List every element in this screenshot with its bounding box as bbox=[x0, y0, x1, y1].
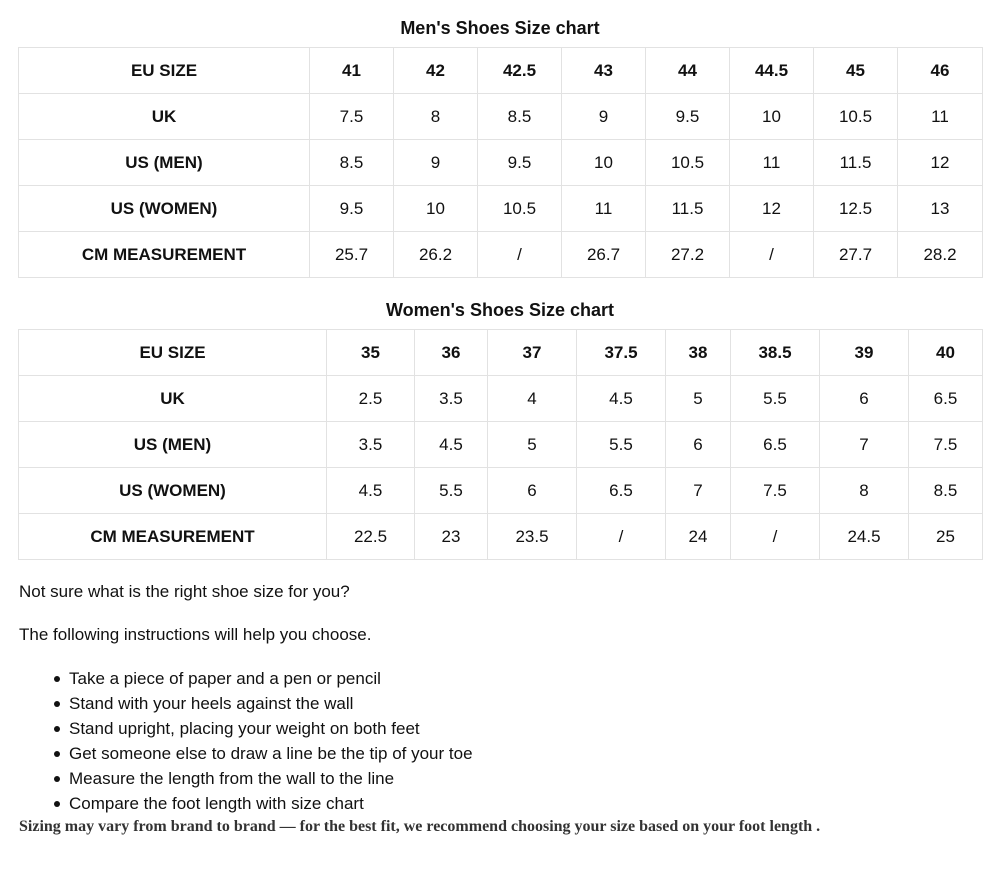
size-cell: 9.5 bbox=[646, 94, 730, 140]
size-row bbox=[19, 186, 983, 232]
women-size-table bbox=[18, 329, 983, 560]
size-row bbox=[19, 468, 983, 514]
size-cell: 24 bbox=[666, 514, 731, 560]
size-cell: 8.5 bbox=[310, 140, 394, 186]
size-cell: 28.2 bbox=[898, 232, 983, 278]
size-cell: 37 bbox=[488, 330, 577, 376]
size-cell: 23.5 bbox=[488, 514, 577, 560]
size-cell: 7.5 bbox=[909, 422, 983, 468]
row-label: US (MEN) bbox=[19, 140, 310, 186]
size-cell: 10.5 bbox=[478, 186, 562, 232]
size-cell: 44 bbox=[646, 48, 730, 94]
size-cell: 10.5 bbox=[646, 140, 730, 186]
size-row bbox=[19, 514, 983, 560]
size-cell: 13 bbox=[898, 186, 983, 232]
step-item: Compare the foot length with size chart bbox=[69, 791, 473, 816]
size-cell: 44.5 bbox=[730, 48, 814, 94]
size-cell: 35 bbox=[327, 330, 415, 376]
size-cell: / bbox=[577, 514, 666, 560]
size-cell: 6 bbox=[820, 376, 909, 422]
size-cell: 7 bbox=[820, 422, 909, 468]
size-cell: 8.5 bbox=[478, 94, 562, 140]
size-cell: 8 bbox=[820, 468, 909, 514]
size-cell: 37.5 bbox=[577, 330, 666, 376]
size-cell: 6.5 bbox=[909, 376, 983, 422]
row-label: US (WOMEN) bbox=[19, 468, 327, 514]
size-cell: 4 bbox=[488, 376, 577, 422]
size-cell: 26.2 bbox=[394, 232, 478, 278]
step-item: Stand with your heels against the wall bbox=[69, 691, 473, 716]
size-cell: 10.5 bbox=[814, 94, 898, 140]
instructions-intro: The following instructions will help you choose. bbox=[19, 625, 372, 644]
size-row bbox=[19, 376, 983, 422]
size-cell: 7 bbox=[666, 468, 731, 514]
size-cell: 4.5 bbox=[577, 376, 666, 422]
size-row bbox=[19, 140, 983, 186]
row-label: EU SIZE bbox=[19, 48, 310, 94]
size-cell: 11 bbox=[730, 140, 814, 186]
size-cell: 45 bbox=[814, 48, 898, 94]
men-size-table bbox=[18, 47, 983, 278]
size-cell: 8.5 bbox=[909, 468, 983, 514]
size-cell: 12 bbox=[730, 186, 814, 232]
row-label: US (MEN) bbox=[19, 422, 327, 468]
size-cell: 11.5 bbox=[646, 186, 730, 232]
size-cell: 12.5 bbox=[814, 186, 898, 232]
size-cell: 10 bbox=[730, 94, 814, 140]
row-label: UK bbox=[19, 94, 310, 140]
step-item: Get someone else to draw a line be the tip of your toe bbox=[69, 741, 473, 766]
size-cell: / bbox=[730, 232, 814, 278]
row-label: CM MEASUREMENT bbox=[19, 514, 327, 560]
size-cell: 11 bbox=[562, 186, 646, 232]
size-question: Not sure what is the right shoe size for you? bbox=[19, 582, 350, 601]
size-cell: 7.5 bbox=[731, 468, 820, 514]
row-label: CM MEASUREMENT bbox=[19, 232, 310, 278]
size-cell: 10 bbox=[562, 140, 646, 186]
size-cell: 2.5 bbox=[327, 376, 415, 422]
size-cell: 42 bbox=[394, 48, 478, 94]
size-cell: 24.5 bbox=[820, 514, 909, 560]
measurement-steps bbox=[19, 666, 473, 816]
women-chart-title: Women's Shoes Size chart bbox=[385, 300, 614, 320]
size-cell: 12 bbox=[898, 140, 983, 186]
size-cell: 38 bbox=[666, 330, 731, 376]
men-chart-title: Men's Shoes Size chart bbox=[400, 18, 600, 38]
size-cell: 7.5 bbox=[310, 94, 394, 140]
size-cell: 26.7 bbox=[562, 232, 646, 278]
size-row bbox=[19, 422, 983, 468]
step-item: Take a piece of paper and a pen or pencil bbox=[69, 666, 473, 691]
size-cell: 11.5 bbox=[814, 140, 898, 186]
size-row bbox=[19, 48, 983, 94]
size-cell: 4.5 bbox=[327, 468, 415, 514]
size-cell: 43 bbox=[562, 48, 646, 94]
size-cell: 23 bbox=[415, 514, 488, 560]
size-cell: 27.2 bbox=[646, 232, 730, 278]
size-cell: 5 bbox=[488, 422, 577, 468]
size-cell: 42.5 bbox=[478, 48, 562, 94]
size-cell: 40 bbox=[909, 330, 983, 376]
size-cell: 41 bbox=[310, 48, 394, 94]
size-cell: 11 bbox=[898, 94, 983, 140]
size-row bbox=[19, 232, 983, 278]
size-cell: 9 bbox=[394, 140, 478, 186]
size-cell: 4.5 bbox=[415, 422, 488, 468]
step-item: Measure the length from the wall to the line bbox=[69, 766, 473, 791]
size-cell: 5 bbox=[666, 376, 731, 422]
size-cell: 27.7 bbox=[814, 232, 898, 278]
size-cell: 8 bbox=[394, 94, 478, 140]
size-cell: 9.5 bbox=[310, 186, 394, 232]
size-cell: 46 bbox=[898, 48, 983, 94]
size-cell: 9.5 bbox=[478, 140, 562, 186]
size-cell: 10 bbox=[394, 186, 478, 232]
size-cell: 5.5 bbox=[577, 422, 666, 468]
size-cell: 5.5 bbox=[415, 468, 488, 514]
step-item: Stand upright, placing your weight on both feet bbox=[69, 716, 473, 741]
size-cell: / bbox=[478, 232, 562, 278]
size-cell: 3.5 bbox=[327, 422, 415, 468]
size-cell: 25 bbox=[909, 514, 983, 560]
size-cell: 3.5 bbox=[415, 376, 488, 422]
size-cell: 39 bbox=[820, 330, 909, 376]
row-label: US (WOMEN) bbox=[19, 186, 310, 232]
size-row bbox=[19, 330, 983, 376]
size-cell: 25.7 bbox=[310, 232, 394, 278]
sizing-note: Sizing may vary from brand to brand — for the best fit, we recommend choosing your size based on your foot length . bbox=[19, 818, 821, 835]
size-cell: 9 bbox=[562, 94, 646, 140]
row-label: UK bbox=[19, 376, 327, 422]
row-label: EU SIZE bbox=[19, 330, 327, 376]
size-cell: 36 bbox=[415, 330, 488, 376]
size-cell: / bbox=[731, 514, 820, 560]
size-cell: 6.5 bbox=[577, 468, 666, 514]
size-row bbox=[19, 94, 983, 140]
size-cell: 6 bbox=[666, 422, 731, 468]
size-cell: 5.5 bbox=[731, 376, 820, 422]
size-cell: 6 bbox=[488, 468, 577, 514]
size-cell: 6.5 bbox=[731, 422, 820, 468]
size-cell: 38.5 bbox=[731, 330, 820, 376]
size-cell: 22.5 bbox=[327, 514, 415, 560]
